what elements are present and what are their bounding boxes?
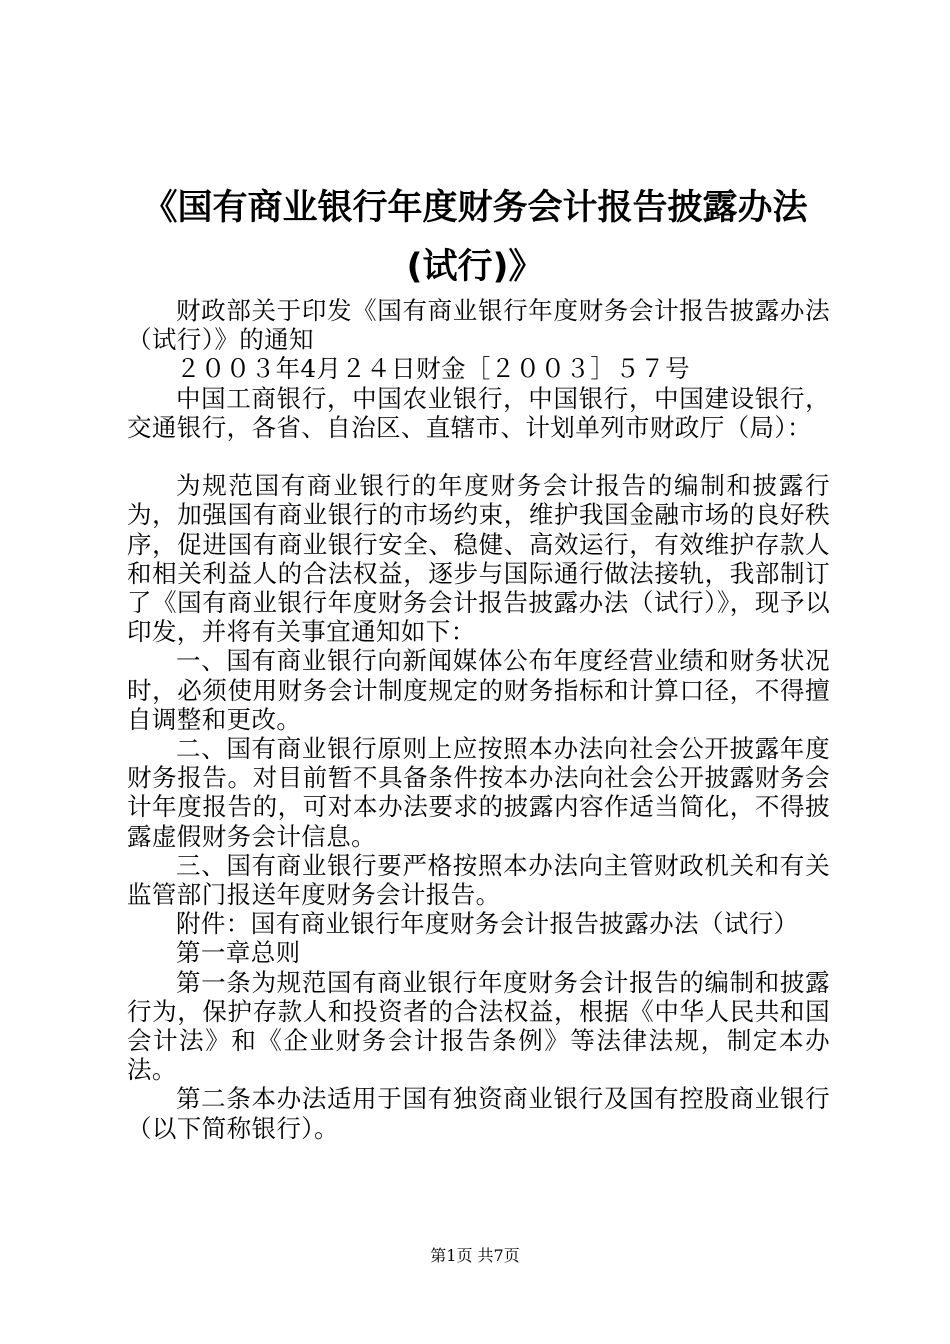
paragraph-item-1: 一、国有商业银行向新闻媒体公布年度经营业绩和财务状况时，必须使用财务会计制度规定的财务指标和计算口径，不得擅自调整和更改。: [127, 646, 830, 734]
blank-line: [127, 442, 830, 471]
document-title-line-1: 《国有商业银行年度财务会计报告披露办法: [142, 188, 808, 228]
paragraph-attachment: 附件：国有商业银行年度财务会计报告披露办法（试行）: [176, 909, 799, 939]
paragraph-notice-title: 财政部关于印发《国有商业银行年度财务会计报告披露办法（试行）》的通知: [127, 296, 830, 355]
paragraph-recipients: 中国工商银行，中国农业银行，中国银行，中国建设银行，交通银行，各省、自治区、直辖市、计划单列市财政厅（局）：: [127, 383, 830, 442]
paragraph-item-2: 二、国有商业银行原则上应按照本办法向社会公开披露年度财务报告。对目前暂不具备条件按本办法向社会公开披露财务会计年度报告的，可对本办法要求的披露内容作适当简化，不得披露虚假财务会计信息。: [127, 734, 830, 851]
paragraph-date-ref: ２００３年4月２４日财金［２００３］５７号: [176, 354, 690, 384]
document-title-line-2: (试行)》: [406, 247, 544, 287]
paragraph-intro: 为规范国有商业银行的年度财务会计报告的编制和披露行为，加强国有商业银行的市场约束，维护我国金融市场的良好秩序，促进国有商业银行安全、稳健、高效运行，有效维护存款人和相关利益人的合法权益，逐步与国际通行做法接轨，我部制订了《国有商业银行年度财务会计报告披露办法（试行）》，现予以印发，并将有关事宜通知如下：: [127, 471, 830, 647]
paragraph-article-1: 第一条为规范国有商业银行年度财务会计报告的编制和披露行为，保护存款人和投资者的合法权益，根据《中华人民共和国会计法》和《企业财务会计报告条例》等法律法规，制定本办法。: [127, 967, 830, 1085]
document-body: [127, 296, 830, 1143]
chapter-heading: 第一章总则: [176, 938, 301, 968]
paragraph-article-2: 第二条本办法适用于国有独资商业银行及国有控股商业银行（以下简称银行）。: [127, 1084, 830, 1143]
page-footer: 第1页 共7页: [430, 1246, 520, 1265]
paragraph-item-3: 三、国有商业银行要严格按照本办法向主管财政机关和有关监管部门报送年度财务会计报告。: [127, 850, 830, 910]
